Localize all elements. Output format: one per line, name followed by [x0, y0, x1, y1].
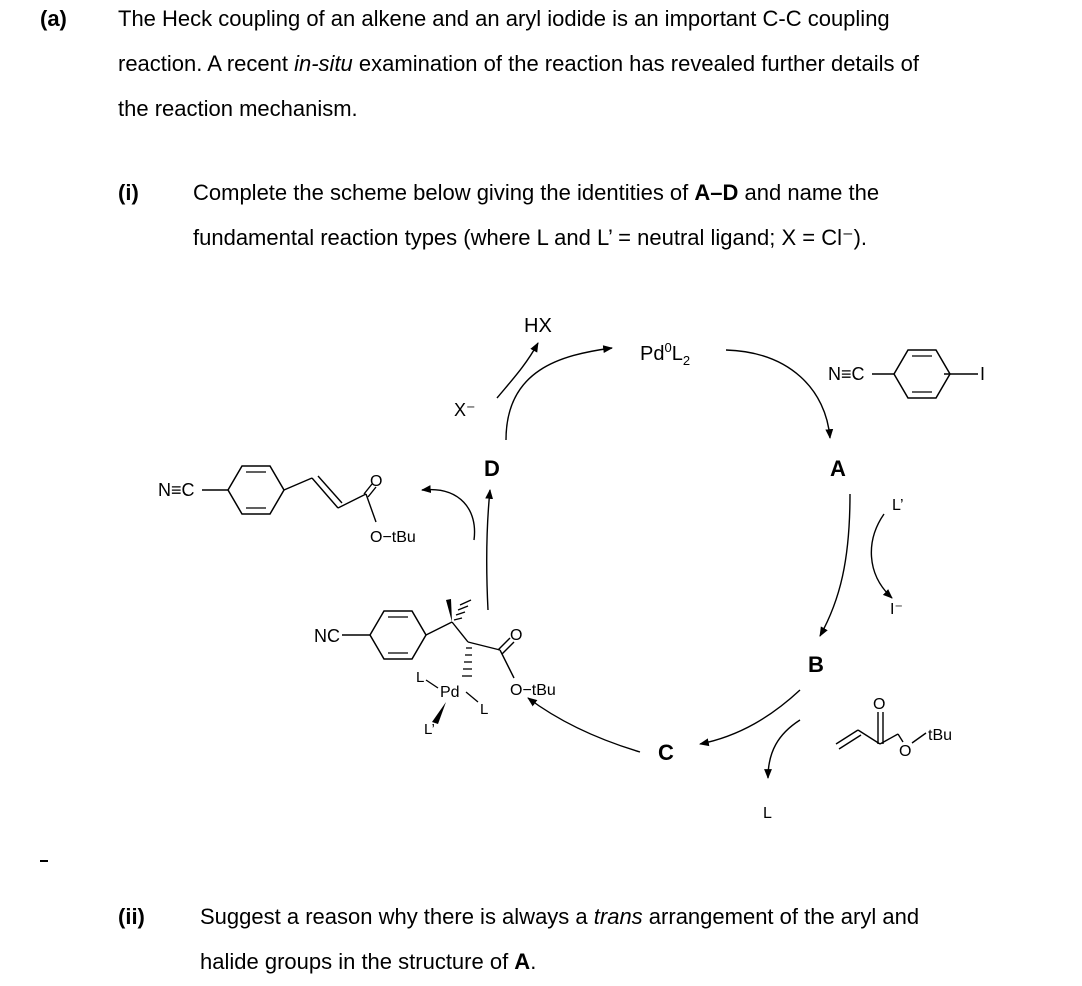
in-situ-emphasis: in-situ [294, 51, 353, 76]
part-a-line-2-start: reaction. A recent [118, 51, 295, 76]
part-i-label: (i) [118, 180, 139, 205]
aryl-iodide-nc: N≡C [828, 364, 865, 384]
i-minus-label: I⁻ [890, 601, 903, 618]
intermediate-otbu: O−tBu [510, 682, 556, 699]
part-a-line-3: the reaction mechanism. [118, 96, 358, 121]
intermediate-l-prime: L’ [424, 721, 435, 738]
margin-mark [40, 860, 48, 862]
part-i-line-1-end: and name the [738, 180, 880, 205]
tert-butyl-acrylate-molecule [836, 696, 952, 760]
l-release-arrow [768, 720, 800, 778]
intermediate-l-upper: L [416, 669, 425, 686]
intermediate-pd: Pd [440, 684, 460, 701]
l-out-label: L [763, 805, 772, 822]
intermediate-to-d-arrow [487, 490, 490, 610]
part-ii-label: (ii) [118, 904, 145, 929]
part-ii-text [200, 894, 1060, 984]
part-i-line-1-start: Complete the scheme below giving the identities of [193, 180, 695, 205]
part-ii-line-2-start: halide groups in the structure of [200, 949, 515, 974]
part-ii-line-1 [200, 894, 1060, 939]
part-ii-line-1-start: Suggest a reason why there is always a [200, 904, 594, 929]
product-carbonyl-o: O [370, 473, 383, 490]
l-prime-in-label: L’ [892, 497, 904, 514]
acrylate-carbonyl-o: O [873, 696, 886, 713]
a-bold: A [514, 949, 531, 974]
part-a-label: (a) [40, 6, 67, 31]
product-release-arrow [422, 490, 475, 540]
a-d-bold: A–D [694, 180, 739, 205]
cinnamate-product-molecule [158, 466, 416, 546]
pd0-to-a-arrow [726, 350, 830, 438]
part-i-line-2: fundamental reaction types (where L and L’ = neutral ligand; X = Cl⁻). [193, 225, 868, 250]
acrylate-tbu: tBu [928, 727, 953, 744]
a-to-b-arrow [820, 494, 850, 636]
intermediate-l-right: L [480, 701, 489, 718]
ligand-exchange-arrow [871, 514, 892, 598]
product-otbu: O−tBu [370, 529, 416, 546]
c-to-intermediate-arrow [528, 698, 640, 752]
part-a-line-2-end: examination of the reaction has revealed further details of [352, 51, 920, 76]
part-ii-line-2-end: . [530, 949, 537, 974]
intermediate-a-label: A [830, 456, 846, 481]
pd0-catalyst: $Pd^0L_2$ [640, 340, 691, 368]
aryl-iodide-molecule [828, 350, 985, 398]
intermediate-d-label: D [484, 456, 500, 481]
intermediate-b-label: B [808, 652, 824, 677]
x-minus-label: X⁻ [454, 400, 476, 420]
part-ii-line-1-end: arrangement of the aryl and [642, 904, 920, 929]
alkylpalladium-intermediate [314, 599, 556, 738]
intermediate-c-label: C [658, 740, 674, 765]
acrylate-ester-o: O [899, 743, 912, 760]
d-to-pd0-arrow [506, 348, 612, 440]
intermediate-nc: NC [314, 626, 340, 646]
product-nc: N≡C [158, 480, 195, 500]
hx-label: HX [524, 315, 552, 337]
aryl-iodide-i: I [980, 364, 986, 384]
part-ii-line-2 [200, 939, 1060, 984]
part-a-line-1: The Heck coupling of an alkene and an aryl iodide is an important C-C coupling [118, 6, 890, 31]
intermediate-carbonyl-o: O [510, 627, 523, 644]
trans-emphasis: trans [593, 904, 643, 929]
b-to-c-arrow [700, 690, 800, 744]
hx-release-arrow [497, 343, 538, 398]
